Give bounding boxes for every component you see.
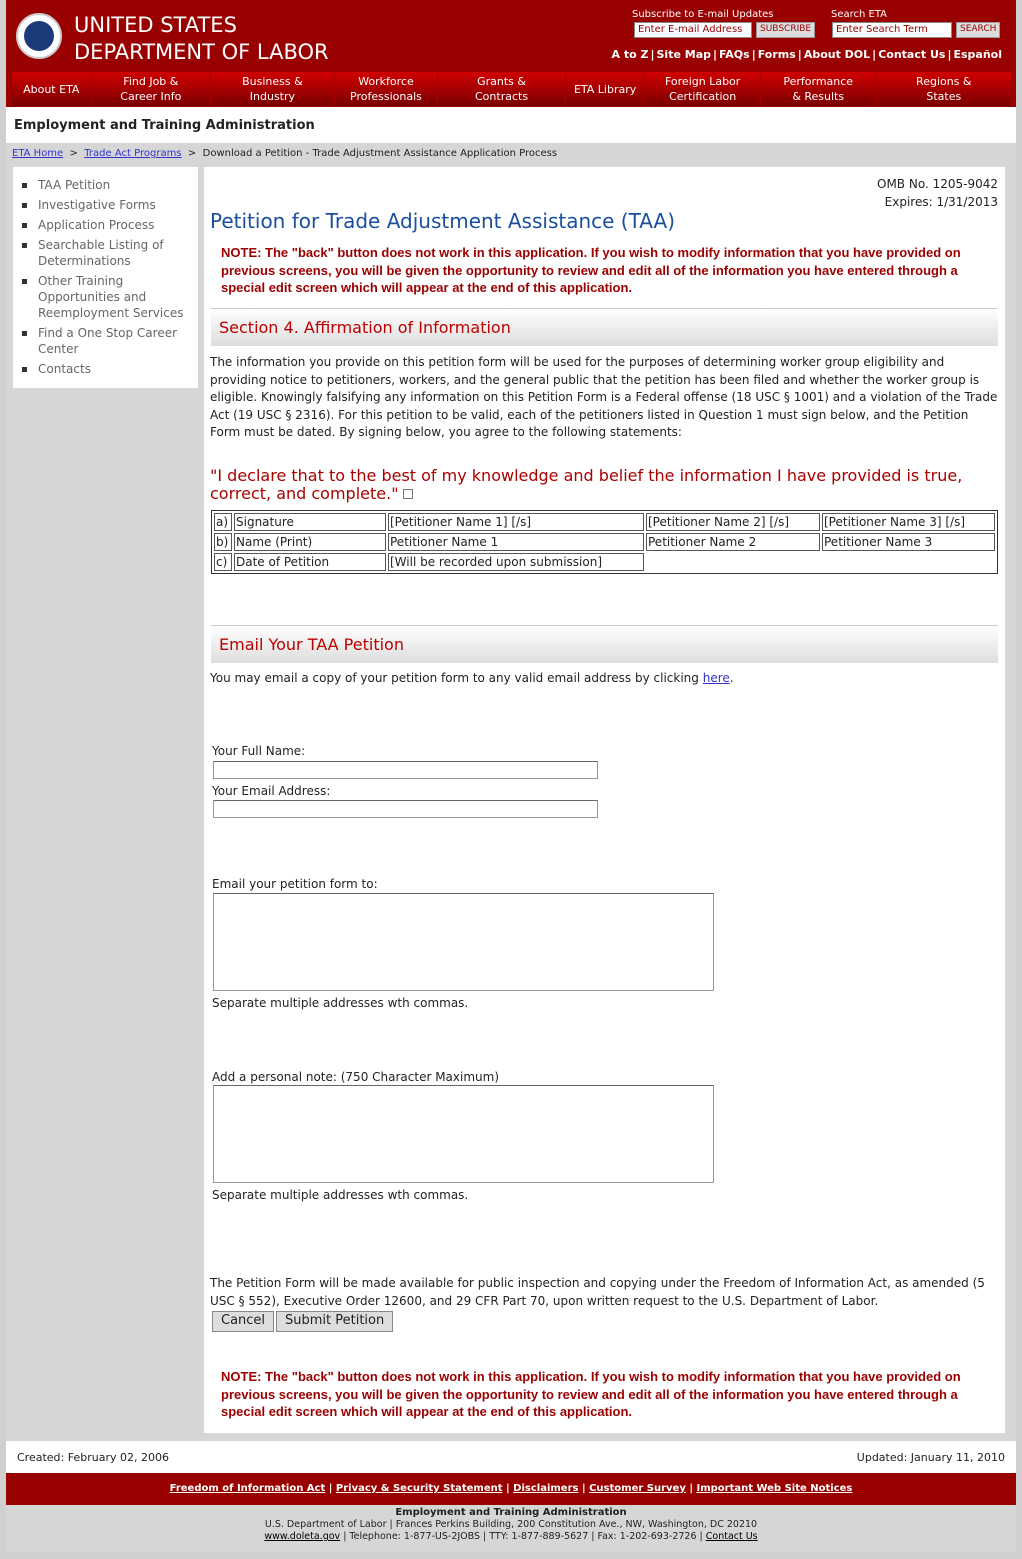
declaration-checkbox[interactable] (403, 489, 413, 499)
nav-foreign-labor[interactable]: Foreign Labor Certification (645, 72, 761, 106)
sidebar-item-one-stop[interactable]: Find a One Stop Career Center (13, 323, 198, 359)
cancel-button[interactable]: Cancel (212, 1311, 274, 1332)
updated-date: Updated: January 11, 2010 (856, 1451, 1005, 1464)
title-line1: UNITED STATES (74, 13, 237, 37)
row-letter: a) (214, 513, 232, 531)
page-title: Petition for Trade Adjustment Assistance (TAA) (210, 209, 675, 233)
page-dates (6, 1441, 1016, 1473)
separate-hint-2: Separate multiple addresses wth commas. (212, 1188, 469, 1202)
link-contact-us[interactable]: Contact Us (878, 48, 946, 61)
personal-note-label: Add a personal note: (750 Character Maximum) (212, 1070, 500, 1084)
back-button-note: NOTE: The "back" button does not work in this application. If you wish to modify information that you have provided on previous screens, you will be given the opportunity to review and edit all of the information you have entered through a special edit screen which will appear at the end of this application. (221, 245, 961, 295)
sidebar-item-taa-petition[interactable]: TAA Petition (13, 175, 198, 195)
table-row (214, 533, 995, 551)
back-button-note-bottom: NOTE: The "back" button does not work in this application. If you wish to modify information that you have provided on previous screens, you will be given the opportunity to review and edit all of the information you have entered through a special edit screen which will appear at the end of this application. (221, 1369, 961, 1419)
row-label: Name (Print) (234, 533, 386, 551)
header (6, 0, 1016, 107)
main-nav (12, 72, 1012, 106)
personal-note-textarea[interactable] (213, 1085, 714, 1183)
declaration (210, 467, 990, 503)
row-letter: b) (214, 533, 232, 551)
main-content (204, 167, 1005, 1433)
link-a-to-z[interactable]: A to Z (611, 48, 649, 61)
declaration-text: "I declare that to the best of my knowledge and belief the information I have provided is true, correct, and complete." (210, 466, 963, 503)
petition-date: [Will be recorded upon submission] (388, 553, 644, 571)
email-to-textarea[interactable] (213, 893, 714, 991)
subscribe-label: Subscribe to E-mail Updates (632, 9, 774, 20)
email-address-label: Your Email Address: (212, 784, 331, 798)
nav-performance[interactable]: Performance & Results (761, 72, 877, 106)
row-label: Signature (234, 513, 386, 531)
nav-regions[interactable]: Regions & States (877, 72, 1013, 106)
top-links: A to Z | Site Map | FAQs | Forms | About DOL | Contact Us | Español (611, 48, 1002, 61)
nav-business[interactable]: Business & Industry (211, 72, 335, 106)
footer-org: Employment and Training Administration (395, 1507, 627, 1518)
breadcrumb-eta-home[interactable]: ETA Home (12, 148, 64, 159)
search-input[interactable]: Enter Search Term (832, 22, 952, 38)
nav-eta-library[interactable]: ETA Library (566, 72, 646, 106)
foia-paragraph: The Petition Form will be made available for public inspection and copying under the Freedom of Information Act, as amended (5 USC § 552), Executive Order 12600, and 29 CFR Part 70, upon written request to the U.S. Department of Labor. (210, 1276, 985, 1308)
footer-site-link[interactable]: www.doleta.gov (264, 1531, 341, 1542)
footer-link-notices[interactable]: Important Web Site Notices (696, 1483, 853, 1494)
sidebar-item-application-process[interactable]: Application Process (13, 215, 198, 235)
footer-link-privacy[interactable]: Privacy & Security Statement (335, 1483, 503, 1494)
link-faqs[interactable]: FAQs (719, 48, 750, 61)
empty-cell (646, 553, 995, 571)
footer-address-line: U.S. Department of Labor | Frances Perkins Building, 200 Constitution Ave., NW, Washington, DC 20210 (264, 1519, 758, 1530)
site-title[interactable] (74, 12, 329, 66)
email-text: You may email a copy of your petition form to any valid email address by clicking (210, 671, 699, 685)
created-date: Created: February 02, 2006 (17, 1451, 169, 1464)
breadcrumb: ETA Home > Trade Act Programs > Download a Petition - Trade Adjustment Assistance Application Process (12, 148, 558, 159)
sidebar-item-investigative-forms[interactable]: Investigative Forms (13, 195, 198, 215)
page (6, 0, 1016, 1552)
link-forms[interactable]: Forms (757, 48, 796, 61)
footer-link-survey[interactable]: Customer Survey (589, 1483, 686, 1494)
name-1: Petitioner Name 1 (388, 533, 644, 551)
separate-hint: Separate multiple addresses wth commas. (212, 996, 469, 1010)
sidebar-item-training[interactable]: Other Training Opportunities and Reemployment Services (13, 271, 198, 323)
sidebar-item-determinations[interactable]: Searchable Listing of Determinations (13, 235, 198, 271)
signature-table (211, 510, 998, 574)
name-2: Petitioner Name 2 (646, 533, 820, 551)
omb-number: OMB No. 1205-9042 (877, 177, 998, 191)
section4-heading: Section 4. Affirmation of Information (211, 308, 998, 346)
footer-link-disclaimers[interactable]: Disclaimers (513, 1483, 579, 1494)
full-name-input[interactable] (213, 761, 598, 779)
dol-seal-logo[interactable] (16, 13, 62, 59)
link-about-dol[interactable]: About DOL (803, 48, 871, 61)
title-line2: DEPARTMENT OF LABOR (74, 40, 329, 64)
search-label: Search ETA (831, 9, 888, 20)
nav-workforce[interactable]: Workforce Professionals (335, 72, 439, 106)
row-letter: c) (214, 553, 232, 571)
email-section-heading: Email Your TAA Petition (211, 625, 998, 663)
footer-links: Freedom of Information Act | Privacy & Security Statement | Disclaimers | Customer Survey | Important Web Site Notices (6, 1473, 1016, 1505)
nav-grants[interactable]: Grants & Contracts (438, 72, 566, 106)
name-3: Petitioner Name 3 (822, 533, 995, 551)
omb-info (877, 175, 998, 211)
row-label: Date of Petition (234, 553, 386, 571)
sidebar-item-contacts[interactable]: Contacts (13, 359, 198, 379)
subscribe-button[interactable]: SUBSCRIBE (756, 22, 815, 38)
nav-find-job[interactable]: Find Job & Career Info (92, 72, 212, 106)
agency-name: Employment and Training Administration (6, 107, 1016, 143)
nav-about-eta[interactable]: About ETA (12, 72, 92, 106)
footer-link-foia[interactable]: Freedom of Information Act (169, 1483, 326, 1494)
submit-petition-button[interactable]: Submit Petition (276, 1311, 393, 1332)
breadcrumb-trade-act[interactable]: Trade Act Programs (84, 148, 182, 159)
search-button[interactable]: SEARCH (956, 22, 1000, 38)
table-row (214, 513, 995, 531)
email-address-input[interactable] (213, 800, 598, 818)
signature-2: [Petitioner Name 2] [/s] (646, 513, 820, 531)
signature-1: [Petitioner Name 1] [/s] (388, 513, 644, 531)
email-here-link[interactable]: here (702, 671, 730, 685)
email-instructions: You may email a copy of your petition form to any valid email address by clicking here. (210, 671, 734, 685)
info-paragraph: The information you provide on this petition form will be used for the purposes of determining worker group eligibility and providing notice to petitioners, workers, and the general public that the petition has been filed and whether the worker group is eligible. Knowingly falsifying any information on this Petition Form is a Federal offense (18 USC § 1001) and a violation of the Trade Act (19 USC § 2316). For this petition to be valid, each of the petitioners listed in Question 1 must sign below, and the Petition Form must be dated. By signing below, you agree to the following statements: (210, 355, 998, 439)
footer-contact-link[interactable]: Contact Us (705, 1531, 758, 1542)
footer-address (6, 1507, 1016, 1543)
link-site-map[interactable]: Site Map (656, 48, 711, 61)
sidebar (13, 167, 198, 388)
email-to-label: Email your petition form to: (212, 877, 378, 891)
footer-contact-info: | Telephone: 1-877-US-2JOBS | TTY: 1-877-889-5627 | Fax: 1-202-693-2726 | (340, 1531, 706, 1542)
breadcrumb-current: Download a Petition - Trade Adjustment Assistance Application Process (202, 148, 558, 159)
signature-3: [Petitioner Name 3] [/s] (822, 513, 995, 531)
link-espanol[interactable]: Español (953, 48, 1002, 61)
email-subscribe-input[interactable]: Enter E-mail Address (634, 22, 752, 38)
table-row (214, 553, 995, 571)
omb-expires: Expires: 1/31/2013 (884, 195, 998, 209)
full-name-label: Your Full Name: (212, 744, 306, 758)
